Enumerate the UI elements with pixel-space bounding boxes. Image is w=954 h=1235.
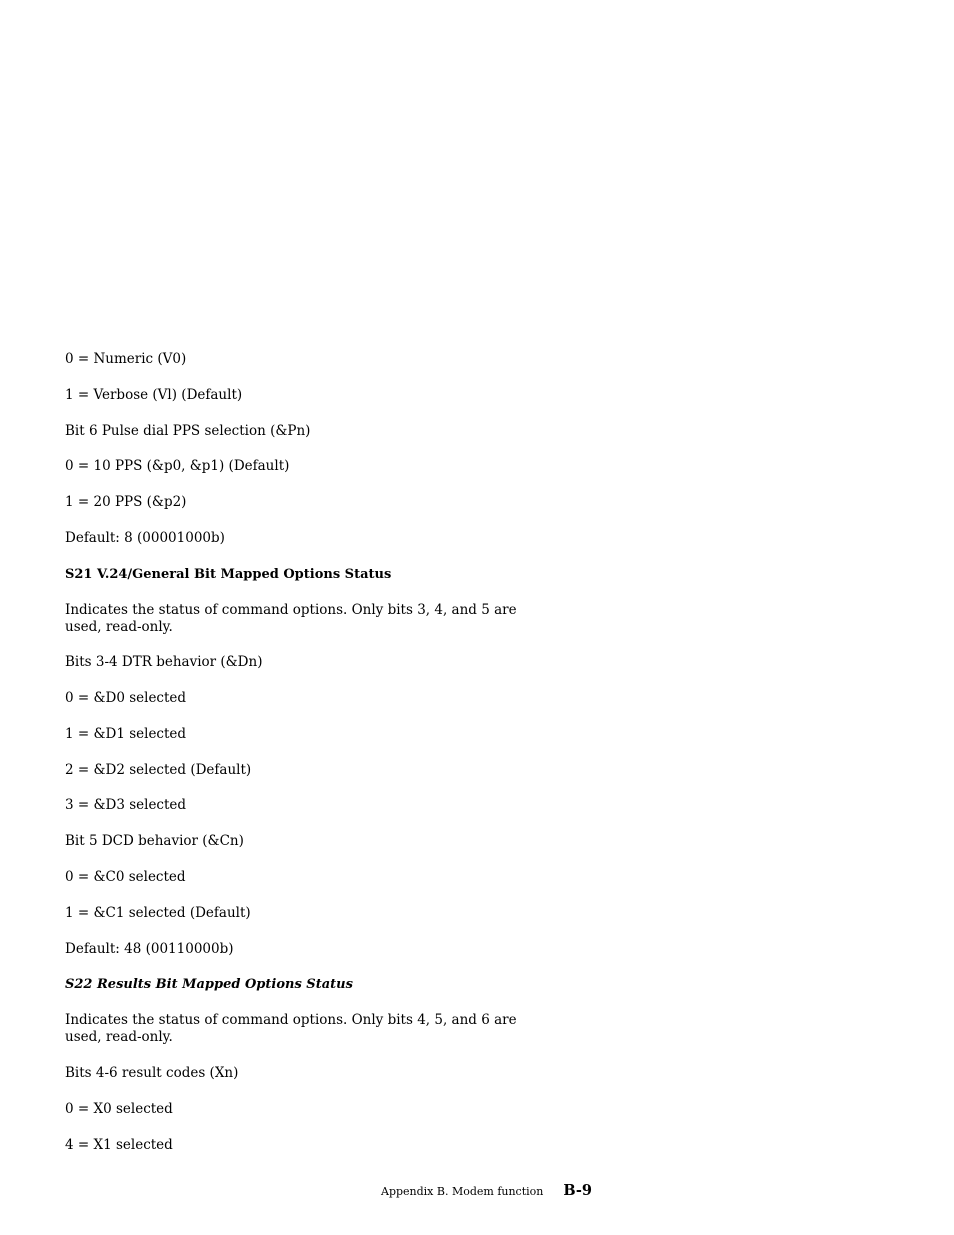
- text-line: 1 = &D1 selected: [65, 726, 187, 742]
- s22-heading: S22 Results Bit Mapped Options Status: [65, 977, 353, 992]
- text-line: 1 = 20 PPS (&p2): [65, 494, 187, 510]
- text-line: Bit 6 Pulse dial PPS selection (&Pn): [65, 423, 311, 439]
- text-line: 0 = 10 PPS (&p0, &p1) (Default): [65, 458, 290, 474]
- s21-heading: S21 V.24/General Bit Mapped Options Status: [65, 567, 392, 582]
- page-number: B-9: [563, 1182, 593, 1199]
- text-line: 1 = &C1 selected (Default): [65, 905, 251, 921]
- footer-section-title: Appendix B. Modem function: [381, 1185, 544, 1198]
- text-line: Bits 3-4 DTR behavior (&Dn): [65, 654, 263, 670]
- text-line: Bits 4-6 result codes (Xn): [65, 1065, 239, 1081]
- text-line: 0 = X0 selected: [65, 1101, 173, 1117]
- text-line: 0 = &D0 selected: [65, 690, 187, 706]
- s21-description: Indicates the status of command options. Only bits 3, 4, and 5 are used, read-only.: [65, 602, 517, 635]
- text-line: Bit 5 DCD behavior (&Cn): [65, 833, 244, 849]
- text-line: 0 = &C0 selected: [65, 869, 186, 885]
- text-line: 3 = &D3 selected: [65, 797, 187, 813]
- s22-description: Indicates the status of command options. Only bits 4, 5, and 6 are used, read-only.: [65, 1012, 517, 1045]
- text-line: Default: 8 (00001000b): [65, 530, 225, 546]
- text-line: 0 = Numeric (V0): [65, 351, 187, 367]
- text-line: 4 = X1 selected: [65, 1137, 173, 1153]
- page-footer: [381, 1182, 592, 1202]
- text-line: Default: 48 (00110000b): [65, 941, 234, 957]
- text-line: 1 = Verbose (Vl) (Default): [65, 387, 243, 403]
- text-line: 2 = &D2 selected (Default): [65, 762, 252, 778]
